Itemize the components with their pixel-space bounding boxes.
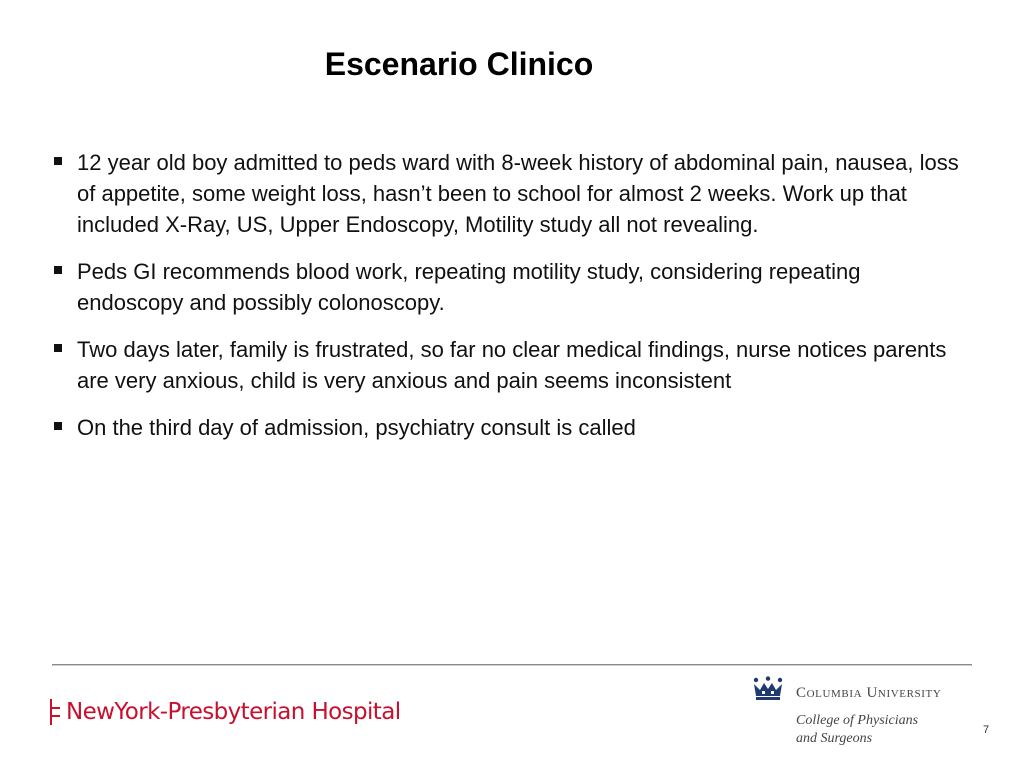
college-name-line2: and Surgeons — [796, 731, 873, 746]
bullet-square-icon — [54, 422, 62, 430]
nyp-logo — [48, 697, 401, 727]
nyp-logo-text: NewYork-Presbyterian Hospital — [66, 699, 401, 725]
bullet-square-icon — [54, 344, 62, 352]
bullet-item — [52, 412, 972, 443]
bullet-square-icon — [54, 266, 62, 274]
slide-title: Escenario Clinico — [324, 46, 594, 82]
columbia-logo — [752, 676, 962, 756]
bullet-item — [52, 147, 972, 240]
bullet-text: 12 year old boy admitted to peds ward with 8-week history of abdominal pain, nausea, loss of appetite, some weight loss, hasn’t been to school for almost 2 weeks. Work up that included X-Ray, US, Upper Endoscopy, Motility study all not revealing. — [77, 150, 959, 237]
bullet-item — [52, 334, 972, 396]
college-name-line1: College of Physicians — [796, 713, 919, 728]
footer-divider — [52, 664, 972, 666]
bullet-text: Peds GI recommends blood work, repeating motility study, considering repeating endoscopy and possibly colonoscopy. — [77, 259, 861, 315]
page-number: 7 — [983, 724, 990, 736]
crown-icon — [752, 676, 784, 702]
bullet-text: On the third day of admission, psychiatry consult is called — [77, 415, 636, 440]
bullet-item — [52, 256, 972, 318]
nyp-mark-icon — [48, 699, 62, 725]
bullet-list — [52, 147, 972, 459]
columbia-university-name: Columbia University — [796, 685, 942, 701]
bullet-text: Two days later, family is frustrated, so far no clear medical findings, nurse notices parents are very anxious, child is very anxious and pain seems inconsistent — [77, 337, 947, 393]
bullet-square-icon — [54, 157, 62, 165]
